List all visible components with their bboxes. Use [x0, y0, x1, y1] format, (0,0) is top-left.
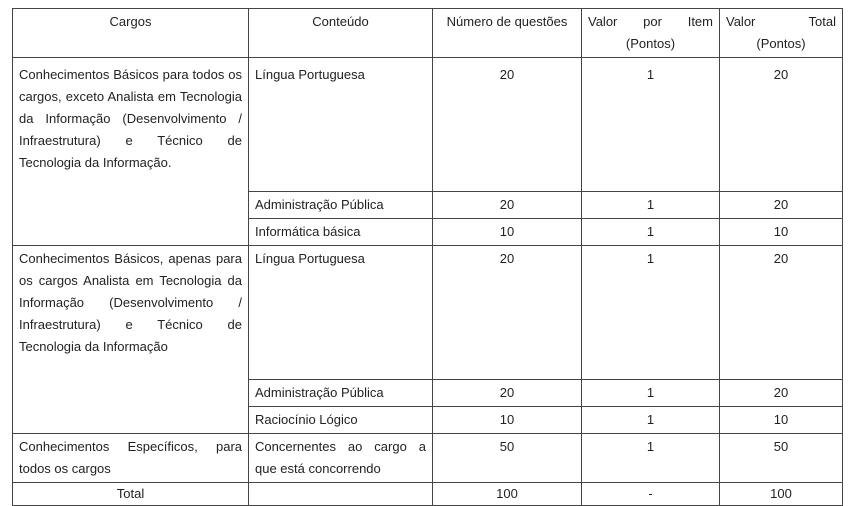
valor-item-cell: 1	[582, 246, 720, 380]
valor-item-cell: 1	[582, 407, 720, 434]
table-row	[13, 434, 843, 483]
numero-cell: 50	[433, 434, 582, 483]
numero-cell: 20	[433, 58, 582, 192]
valor-item-cell: 1	[582, 380, 720, 407]
numero-cell: 20	[433, 192, 582, 219]
total-valor-total: 100	[720, 483, 843, 506]
header-valor-item: Valor por Item (Pontos)	[582, 9, 720, 58]
cargo-cell: Conhecimentos Básicos para todos os cargos, exceto Analista em Tecnologia da Informação (Desenvolvimento / Infraestrutura) e Técnico de Tecnologia da Informação.	[13, 58, 249, 246]
valor-total-cell: 20	[720, 246, 843, 380]
cargo-cell: Conhecimentos Específicos, para todos os cargos	[13, 434, 249, 483]
conteudo-cell: Língua Portuguesa	[249, 246, 433, 380]
valor-total-cell: 50	[720, 434, 843, 483]
valor-total-cell: 20	[720, 58, 843, 192]
total-valor-item: -	[582, 483, 720, 506]
numero-cell: 20	[433, 380, 582, 407]
conteudo-cell: Administração Pública	[249, 380, 433, 407]
valor-item-cell: 1	[582, 434, 720, 483]
cargo-cell: Conhecimentos Básicos, apenas para os cargos Analista em Tecnologia da Informação (Desenvolvimento / Infraestrutura) e Técnico de Tecnologia da Informação	[13, 246, 249, 434]
numero-cell: 10	[433, 407, 582, 434]
numero-cell: 20	[433, 246, 582, 380]
conteudo-cell: Língua Portuguesa	[249, 58, 433, 192]
valor-total-cell: 10	[720, 219, 843, 246]
header-numero: Número de questões	[433, 9, 582, 58]
conteudo-cell: Concernentes ao cargo a que está concorrendo	[249, 434, 433, 483]
header-row	[13, 9, 843, 58]
header-conteudo: Conteúdo	[249, 9, 433, 58]
conteudo-cell: Administração Pública	[249, 192, 433, 219]
table-row	[13, 58, 843, 192]
header-valor-total: Valor Total (Pontos)	[720, 9, 843, 58]
valor-total-cell: 20	[720, 192, 843, 219]
scoring-table	[12, 8, 843, 506]
total-row	[13, 483, 843, 506]
valor-total-cell: 20	[720, 380, 843, 407]
valor-item-cell: 1	[582, 219, 720, 246]
valor-item-cell: 1	[582, 192, 720, 219]
valor-total-cell: 10	[720, 407, 843, 434]
valor-item-cell: 1	[582, 58, 720, 192]
conteudo-cell: Raciocínio Lógico	[249, 407, 433, 434]
table-row	[13, 246, 843, 380]
numero-cell: 10	[433, 219, 582, 246]
total-empty-cell	[249, 483, 433, 506]
total-numero: 100	[433, 483, 582, 506]
header-cargos: Cargos	[13, 9, 249, 58]
total-label: Total	[13, 483, 249, 506]
conteudo-cell: Informática básica	[249, 219, 433, 246]
